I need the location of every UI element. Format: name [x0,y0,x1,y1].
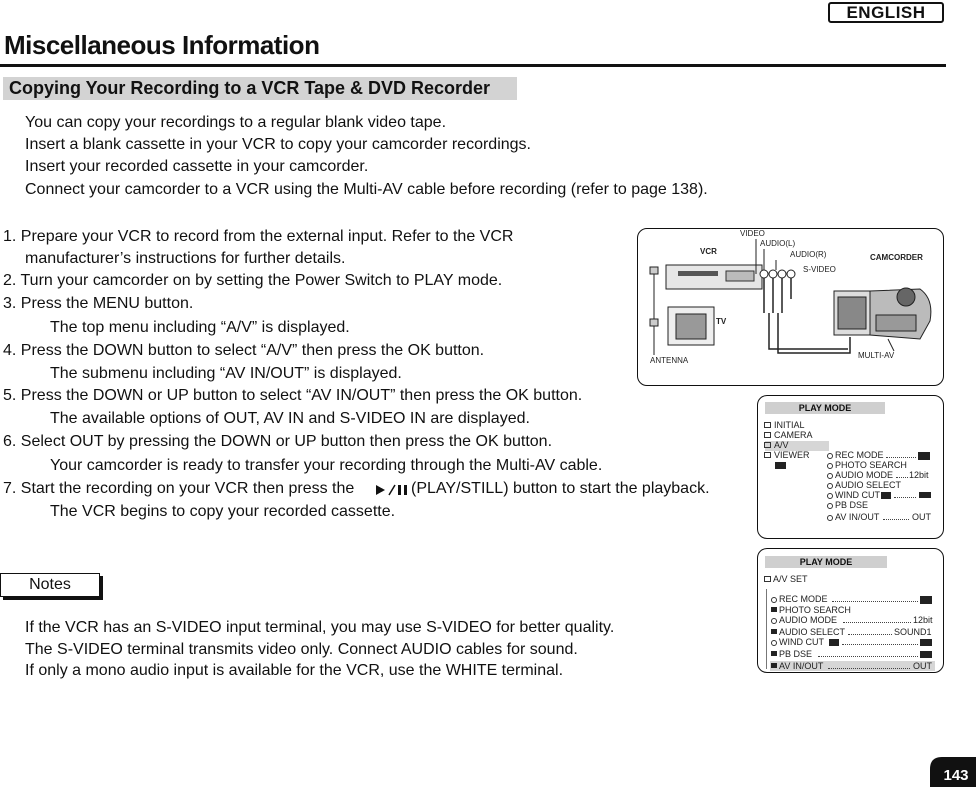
leader-dots [843,616,911,623]
tv-label: TV [716,317,727,326]
leader-dots [883,513,909,520]
sp-icon [918,452,930,460]
step-3-sub: The top menu including “A/V” is displayed. [50,319,350,336]
leader-dots [828,662,910,669]
submenu-value: 12bit [913,615,933,625]
sp-icon [920,596,932,604]
setting-icon [919,492,931,498]
submenu-item: WIND CUT [779,637,824,647]
submenu-item: REC MODE [835,450,884,460]
folder-icon [764,422,771,428]
step-5: 5. Press the DOWN or UP button to select “AV IN/OUT” then press the OK button. [3,387,583,404]
option-bullet-icon [771,663,777,668]
submenu-item: AUDIO MODE [779,615,838,625]
setting-icon [920,651,932,658]
connection-diagram [637,228,944,386]
vcr-label: VCR [700,247,717,256]
menu-item: VIEWER [774,450,810,460]
step-4-sub: The submenu including “AV IN/OUT” is displayed. [50,365,402,382]
antenna-label: ANTENNA [650,356,689,365]
step-4: 4. Press the DOWN button to select “A/V” then press the OK button. [3,342,485,359]
submenu-item: PHOTO SEARCH [835,460,907,470]
submenu-item: AUDIO SELECT [835,480,902,490]
option-bullet-icon [827,503,833,509]
submenu-item: PB DSE [835,500,869,510]
leader-dots [842,638,918,645]
option-bullet-icon [771,651,777,656]
leader-dots [894,491,916,498]
submenu-value: SOUND1 [894,627,932,637]
tree-line [766,589,767,669]
note-item: The S-VIDEO terminal transmits video only. Connect AUDIO cables for sound. [25,641,578,658]
submenu-item: PHOTO SEARCH [779,605,851,615]
menu-screen-bottom [757,548,944,673]
leader-dots [832,595,918,602]
notes-label: Notes [0,573,100,597]
option-bullet-icon [827,493,833,499]
leader-dots [886,451,916,458]
folder-icon [764,452,771,458]
language-badge: ENGLISH [828,2,944,23]
submenu-item: PB DSE [779,649,813,659]
folder-icon [764,432,771,438]
step-6-sub: Your camcorder is ready to transfer your recording through the Multi-AV cable. [50,457,603,474]
audio-r-label: AUDIO(R) [790,250,827,259]
option-bullet-icon [771,618,777,624]
s-video-label: S-VIDEO [803,265,836,274]
submenu-item: AUDIO MODE [835,470,894,480]
play-still-icon [376,484,410,496]
menu-item: CAMERA [774,430,813,440]
menu-item-selected: A/V [774,440,789,450]
step-7-cont: (PLAY/STILL) button to start the playback. [411,480,710,497]
submenu-item: AV IN/OUT [835,512,880,522]
option-bullet-icon [827,463,833,469]
page-title: Miscellaneous Information [4,30,320,60]
option-bullet-icon [827,473,833,479]
option-bullet-icon [771,607,777,612]
folder-icon [764,442,771,448]
option-bullet-icon [771,597,777,603]
intro-line: You can copy your recordings to a regular blank video tape. [25,114,447,131]
video-label: VIDEO [740,229,765,238]
folder-icon [764,576,771,582]
note-item: If only a mono audio input is available for the VCR, use the WHITE terminal. [25,662,564,679]
step-2: 2. Turn your camcorder on by setting the Power Switch to PLAY mode. [3,272,503,289]
submenu-value: OUT [912,512,931,522]
leader-dots [818,650,918,657]
submenu-item: WIND CUT [835,490,880,500]
intro-line: Connect your camcorder to a VCR using the Multi-AV cable before recording (refer to page 138). [25,181,708,198]
step-7: 7. Start the recording on your VCR then press the [3,480,355,497]
leader-dots [896,471,908,478]
setting-icon [920,639,932,646]
wind-cut-icon [829,639,839,646]
menu-screen-top [757,395,944,539]
title-divider [0,64,946,67]
leader-dots [848,628,892,635]
step-5-sub: The available options of OUT, AV IN and S-VIDEO IN are displayed. [50,410,530,427]
submenu-item: AUDIO SELECT [779,627,846,637]
wind-cut-icon [881,492,891,499]
camcorder-label: CAMCORDER [870,253,923,262]
section-title: Copying Your Recording to a VCR Tape & DVD Recorder [3,77,517,100]
step-6: 6. Select OUT by pressing the DOWN or UP button then press the OK button. [3,433,553,450]
submenu-value: OUT [913,661,932,671]
option-bullet-icon [827,483,833,489]
note-item: If the VCR has an S-VIDEO input terminal, you may use S-VIDEO for better quality. [25,619,615,636]
option-bullet-icon [827,515,833,521]
menu-title: PLAY MODE [765,556,887,568]
menu-title: PLAY MODE [765,402,885,414]
option-bullet-icon [771,640,777,646]
tape-icon [775,462,786,469]
menu-path: A/V SET [773,574,808,584]
step-7-sub: The VCR begins to copy your recorded cassette. [50,503,396,520]
submenu-item: REC MODE [779,594,828,604]
menu-item: INITIAL [774,420,805,430]
step-3: 3. Press the MENU button. [3,295,194,312]
audio-l-label: AUDIO(L) [760,239,796,248]
option-bullet-icon [827,453,833,459]
intro-line: Insert a blank cassette in your VCR to copy your camcorder recordings. [25,136,531,153]
step-1-cont: manufacturer’s instructions for further details. [25,250,346,267]
intro-line: Insert your recorded cassette in your camcorder. [25,158,369,175]
step-1: 1. Prepare your VCR to record from the external input. Refer to the VCR [3,228,514,245]
multi-av-label: MULTI-AV [858,351,895,360]
submenu-value: 12bit [909,470,929,480]
page-number-text: 143 [943,767,969,784]
submenu-item-selected: AV IN/OUT [779,661,824,671]
option-bullet-icon [771,629,777,634]
